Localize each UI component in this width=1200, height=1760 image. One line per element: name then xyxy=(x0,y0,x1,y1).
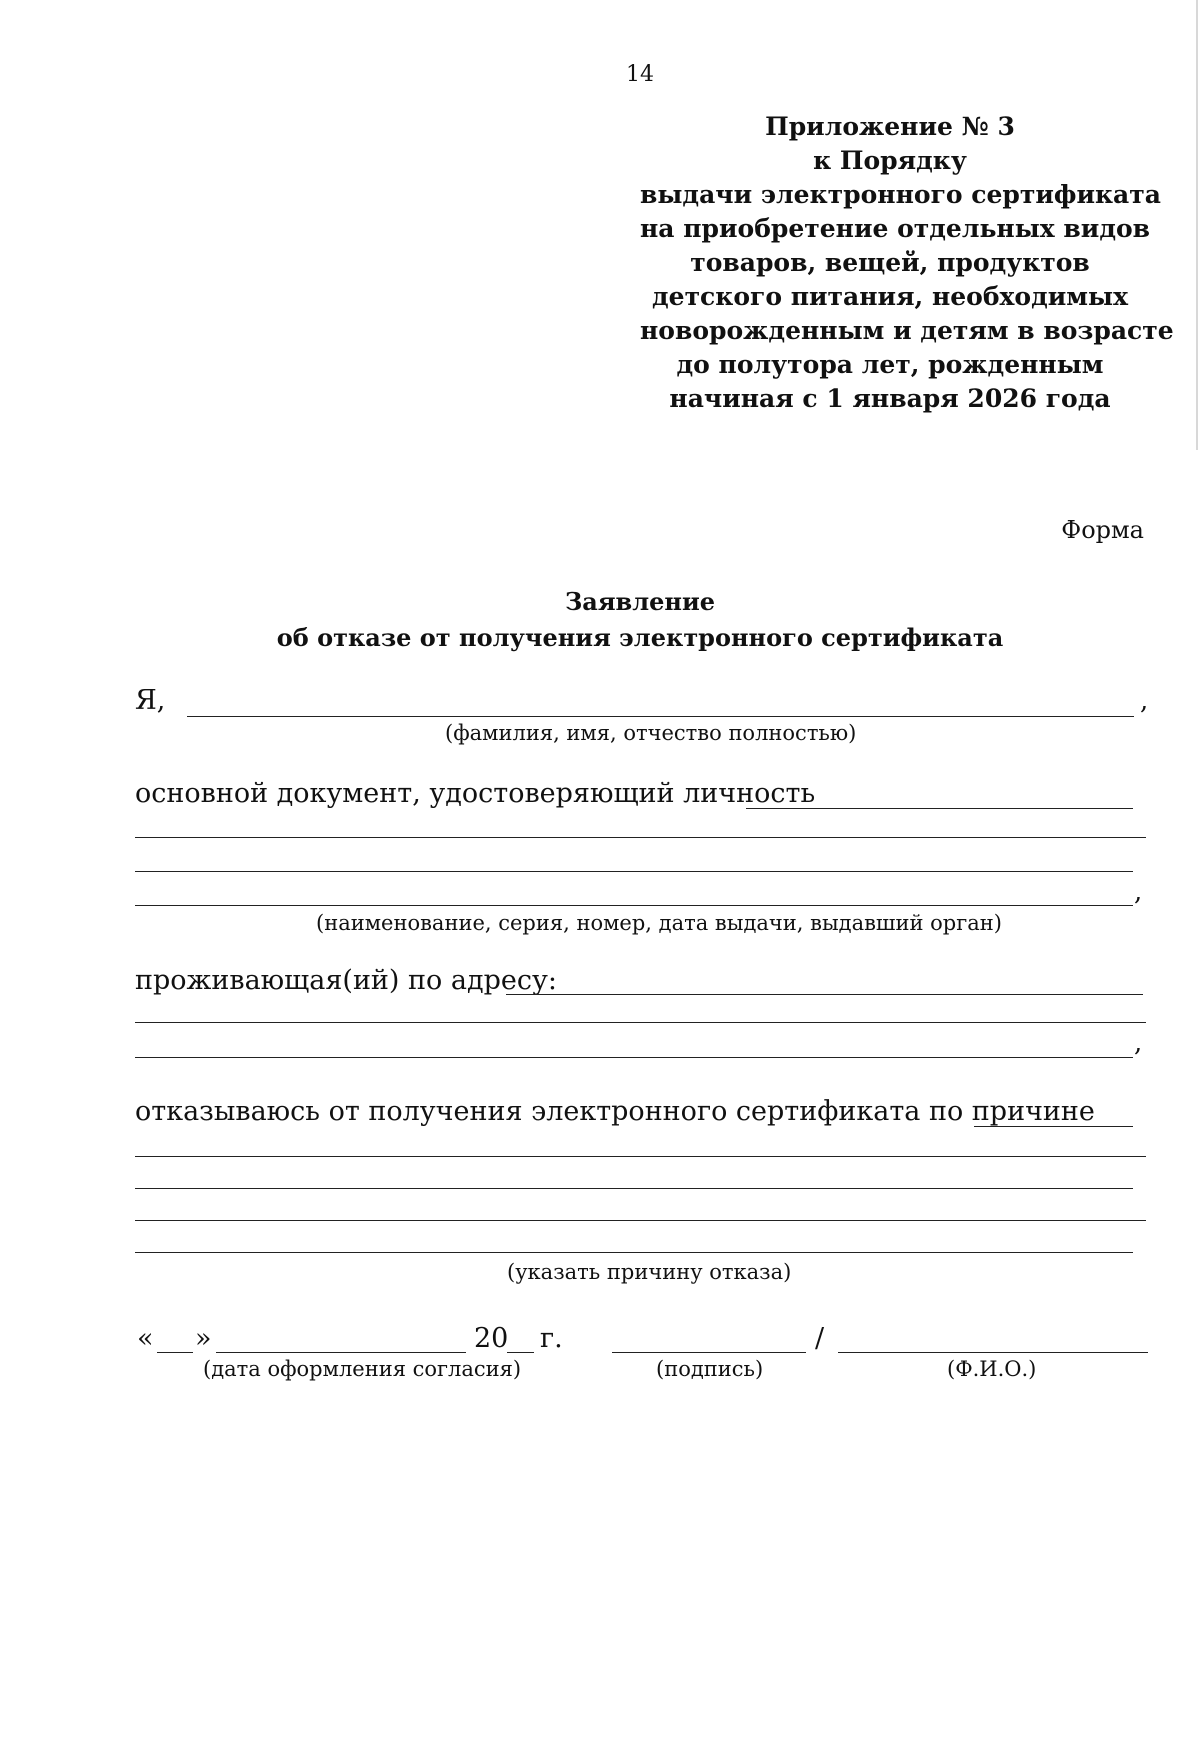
name-field-line[interactable] xyxy=(187,716,1134,717)
fio-field-line[interactable] xyxy=(838,1352,1148,1353)
address-field-line[interactable] xyxy=(135,1057,1133,1058)
quote-open: « xyxy=(137,1323,154,1354)
appendix-header xyxy=(640,110,1174,416)
comma: , xyxy=(1134,877,1143,907)
comma: , xyxy=(1140,686,1149,716)
refusal-field-line[interactable] xyxy=(135,1156,1146,1157)
appendix-line: Приложение № 3 xyxy=(765,112,1015,141)
refusal-label: отказываюсь от получения электронного сертификата по причине xyxy=(135,1096,1095,1127)
date-caption: (дата оформления согласия) xyxy=(203,1357,522,1381)
refusal-field-line[interactable] xyxy=(135,1220,1146,1221)
year-prefix: 20 xyxy=(474,1323,509,1354)
refusal-field-line[interactable] xyxy=(974,1126,1133,1127)
refusal-field-line[interactable] xyxy=(135,1252,1133,1253)
month-field-line[interactable] xyxy=(216,1352,466,1353)
page-number: 14 xyxy=(626,62,654,87)
document-title xyxy=(0,584,1200,656)
appendix-line: до полутора лет, рожденным xyxy=(676,350,1104,379)
address-label: проживающая(ий) по адресу: xyxy=(135,965,557,996)
document-caption: (наименование, серия, номер, дата выдачи, выдавший орган) xyxy=(316,911,1002,935)
comma: , xyxy=(1134,1028,1143,1058)
refusal-field-line[interactable] xyxy=(135,1188,1133,1189)
document-label: основной документ, удостоверяющий личность xyxy=(135,778,816,809)
signature-field-line[interactable] xyxy=(612,1352,806,1353)
document-field-line[interactable] xyxy=(746,808,1133,809)
document-field-line[interactable] xyxy=(135,905,1133,906)
name-caption: (фамилия, имя, отчество полностью) xyxy=(445,721,857,745)
document-field-line[interactable] xyxy=(135,837,1146,838)
title-line-2: об отказе от получения электронного сертификата xyxy=(276,623,1004,652)
address-field-line[interactable] xyxy=(506,994,1143,995)
address-field-line[interactable] xyxy=(135,1022,1146,1023)
appendix-line: детского питания, необходимых xyxy=(652,282,1128,311)
day-field-line[interactable] xyxy=(157,1352,193,1353)
appendix-line: к Порядку xyxy=(813,146,967,175)
name-prefix: Я, xyxy=(135,685,166,716)
refusal-caption: (указать причину отказа) xyxy=(507,1260,792,1284)
appendix-line: товаров, вещей, продуктов xyxy=(690,248,1090,277)
slash: / xyxy=(815,1323,825,1354)
title-line-1: Заявление xyxy=(564,587,716,616)
appendix-line: выдачи электронного сертификата xyxy=(640,180,1161,209)
year-suffix: г. xyxy=(540,1323,563,1354)
fio-caption: (Ф.И.О.) xyxy=(947,1357,1037,1381)
sign-caption: (подпись) xyxy=(656,1357,764,1381)
appendix-line: на приобретение отдельных видов xyxy=(640,214,1151,243)
appendix-line: начиная с 1 января 2026 года xyxy=(669,384,1111,413)
document-field-line[interactable] xyxy=(135,871,1133,872)
appendix-line: новорожденным и детям в возрасте xyxy=(640,316,1174,345)
quote-close: » xyxy=(195,1323,212,1354)
year-field-line[interactable] xyxy=(507,1352,534,1353)
form-label: Форма xyxy=(1061,516,1144,544)
